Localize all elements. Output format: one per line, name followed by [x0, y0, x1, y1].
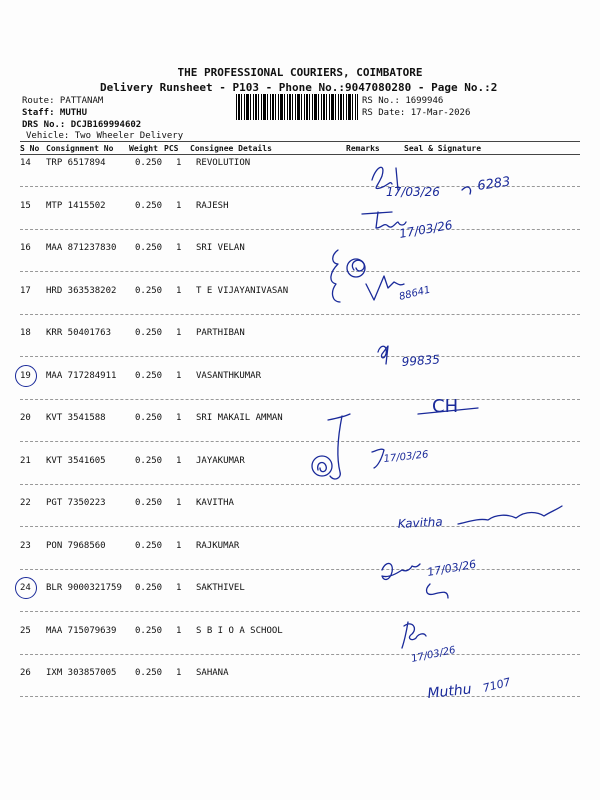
col-header-seal: Seal & Signature — [404, 144, 482, 153]
row-consignment-no: MAA 717284911 — [46, 371, 117, 381]
row-sno: 17 — [20, 286, 31, 296]
row-sno: 24 — [20, 583, 31, 593]
row-pcs: 1 — [176, 583, 182, 593]
row-pcs: 1 — [176, 286, 182, 296]
row-pcs: 1 — [176, 498, 182, 508]
row-pcs: 1 — [176, 201, 182, 211]
row-weight: 0.250 — [135, 158, 163, 168]
sig-text-26b: 7107 — [481, 675, 512, 695]
row-weight: 0.250 — [135, 668, 163, 678]
row-consignment-no: PGT 7350223 — [46, 498, 106, 508]
row-pcs: 1 — [176, 541, 182, 551]
sig-text-21: 17/03/26 — [383, 449, 429, 465]
row-weight: 0.250 — [135, 328, 163, 338]
signature-row-16-17 — [331, 250, 432, 303]
row-consignee: JAYAKUMAR — [196, 456, 245, 466]
row-consignee: KAVITHA — [196, 498, 234, 508]
col-header-consignee: Consignee Details — [190, 144, 272, 153]
row-weight: 0.250 — [135, 243, 163, 253]
signature-row-23-24 — [382, 558, 477, 598]
row-weight: 0.250 — [135, 583, 163, 593]
row-weight: 0.250 — [135, 201, 163, 211]
signature-row-26 — [427, 676, 512, 702]
row-sno: 21 — [20, 456, 31, 466]
row-sno: 18 — [20, 328, 31, 338]
row-pcs: 1 — [176, 413, 182, 423]
row-consignment-no: TRP 6517894 — [46, 158, 106, 168]
sig-text-15: 17/03/26 — [398, 217, 454, 241]
row-consignment-no: KRR 50401763 — [46, 328, 112, 338]
sig-text-19: CH — [432, 396, 459, 417]
row-consignment-no: MAA 715079639 — [46, 626, 117, 636]
signature-row-22 — [397, 506, 562, 531]
row-weight: 0.250 — [135, 413, 163, 423]
rs-number: RS No.: 1699946 — [362, 96, 444, 106]
signature-row-25 — [402, 622, 457, 665]
col-header-consignment: Consignment No — [46, 144, 114, 153]
sig-text-17: 88641 — [398, 284, 432, 303]
row-sno: 26 — [20, 668, 31, 678]
sig-text-22: Kavitha — [397, 514, 444, 531]
row-weight: 0.250 — [135, 498, 163, 508]
col-header-weight: Weight — [129, 144, 158, 153]
signature-row-20-21 — [312, 414, 429, 479]
row-consignment-no: BLR 9000321759 — [46, 583, 122, 593]
row-consignee: REVOLUTION — [196, 158, 251, 168]
row-sno: 14 — [20, 158, 31, 168]
row-pcs: 1 — [176, 158, 182, 168]
row-weight: 0.250 — [135, 286, 163, 296]
row-consignee: VASANTHKUMAR — [196, 371, 262, 381]
sig-text-26a: Muthu — [426, 681, 473, 702]
company-title: THE PROFESSIONAL COURIERS, COIMBATORE — [177, 66, 423, 79]
row-sno: 19 — [20, 371, 31, 381]
rs-date: RS Date: 17-Mar-2026 — [362, 108, 471, 118]
row-consignment-no: KVT 3541588 — [46, 413, 106, 423]
sig-text-14b: 6283 — [476, 174, 512, 194]
row-consignment-no: KVT 3541605 — [46, 456, 106, 466]
sig-text-18: 99835 — [401, 352, 441, 369]
col-header-sno: S No — [20, 144, 40, 153]
row-consignment-no: PON 7968560 — [46, 541, 106, 551]
signature-row-15 — [362, 212, 454, 241]
row-sno: 15 — [20, 201, 31, 211]
row-consignee: RAJKUMAR — [196, 541, 240, 551]
sig-text-14a: 17/03/26 — [386, 185, 440, 199]
row-sno: 20 — [20, 413, 31, 423]
row-consignee: SRI VELAN — [196, 243, 245, 253]
row-consignee: SAHANA — [196, 668, 229, 678]
row-consignee: S B I O A SCHOOL — [196, 626, 283, 636]
signature-row-14 — [372, 167, 511, 199]
col-header-pcs: PCS — [164, 144, 179, 153]
col-header-remarks: Remarks — [346, 144, 380, 153]
row-pcs: 1 — [176, 328, 182, 338]
row-pcs: 1 — [176, 371, 182, 381]
row-consignee: SRI MAKAIL AMMAN — [196, 413, 283, 423]
row-sno: 23 — [20, 541, 31, 551]
row-weight: 0.250 — [135, 626, 163, 636]
row-sno: 16 — [20, 243, 31, 253]
row-consignee: RAJESH — [196, 201, 229, 211]
row-sno: 22 — [20, 498, 31, 508]
route-label: Route: PATTANAM — [22, 96, 104, 106]
sig-text-23: 17/03/26 — [426, 557, 478, 579]
row-consignee: T E VIJAYANIVASAN — [196, 286, 289, 296]
row-sno: 25 — [20, 626, 31, 636]
row-consignee: PARTHIBAN — [196, 328, 245, 338]
row-consignment-no: HRD 363538202 — [46, 286, 117, 296]
runsheet-subtitle: Delivery Runsheet - P103 - Phone No.:9047080280 - Page No.:2 — [100, 81, 498, 94]
row-weight: 0.250 — [135, 456, 163, 466]
row-consignment-no: MAA 871237830 — [46, 243, 117, 253]
drs-number: DRS No.: DCJB169994602 — [22, 120, 142, 130]
row-weight: 0.250 — [135, 371, 163, 381]
row-weight: 0.250 — [135, 541, 163, 551]
vehicle-label: Vehicle: Two Wheeler Delivery — [26, 131, 184, 141]
sig-text-25: 17/03/26 — [410, 644, 457, 665]
row-pcs: 1 — [176, 626, 182, 636]
signature-row-18-19 — [378, 346, 478, 417]
row-consignment-no: IXM 303857005 — [46, 668, 117, 678]
row-pcs: 1 — [176, 668, 182, 678]
staff-label: Staff: MUTHU — [22, 108, 88, 118]
row-pcs: 1 — [176, 243, 182, 253]
row-pcs: 1 — [176, 456, 182, 466]
row-consignee: SAKTHIVEL — [196, 583, 245, 593]
row-consignment-no: MTP 1415502 — [46, 201, 106, 211]
